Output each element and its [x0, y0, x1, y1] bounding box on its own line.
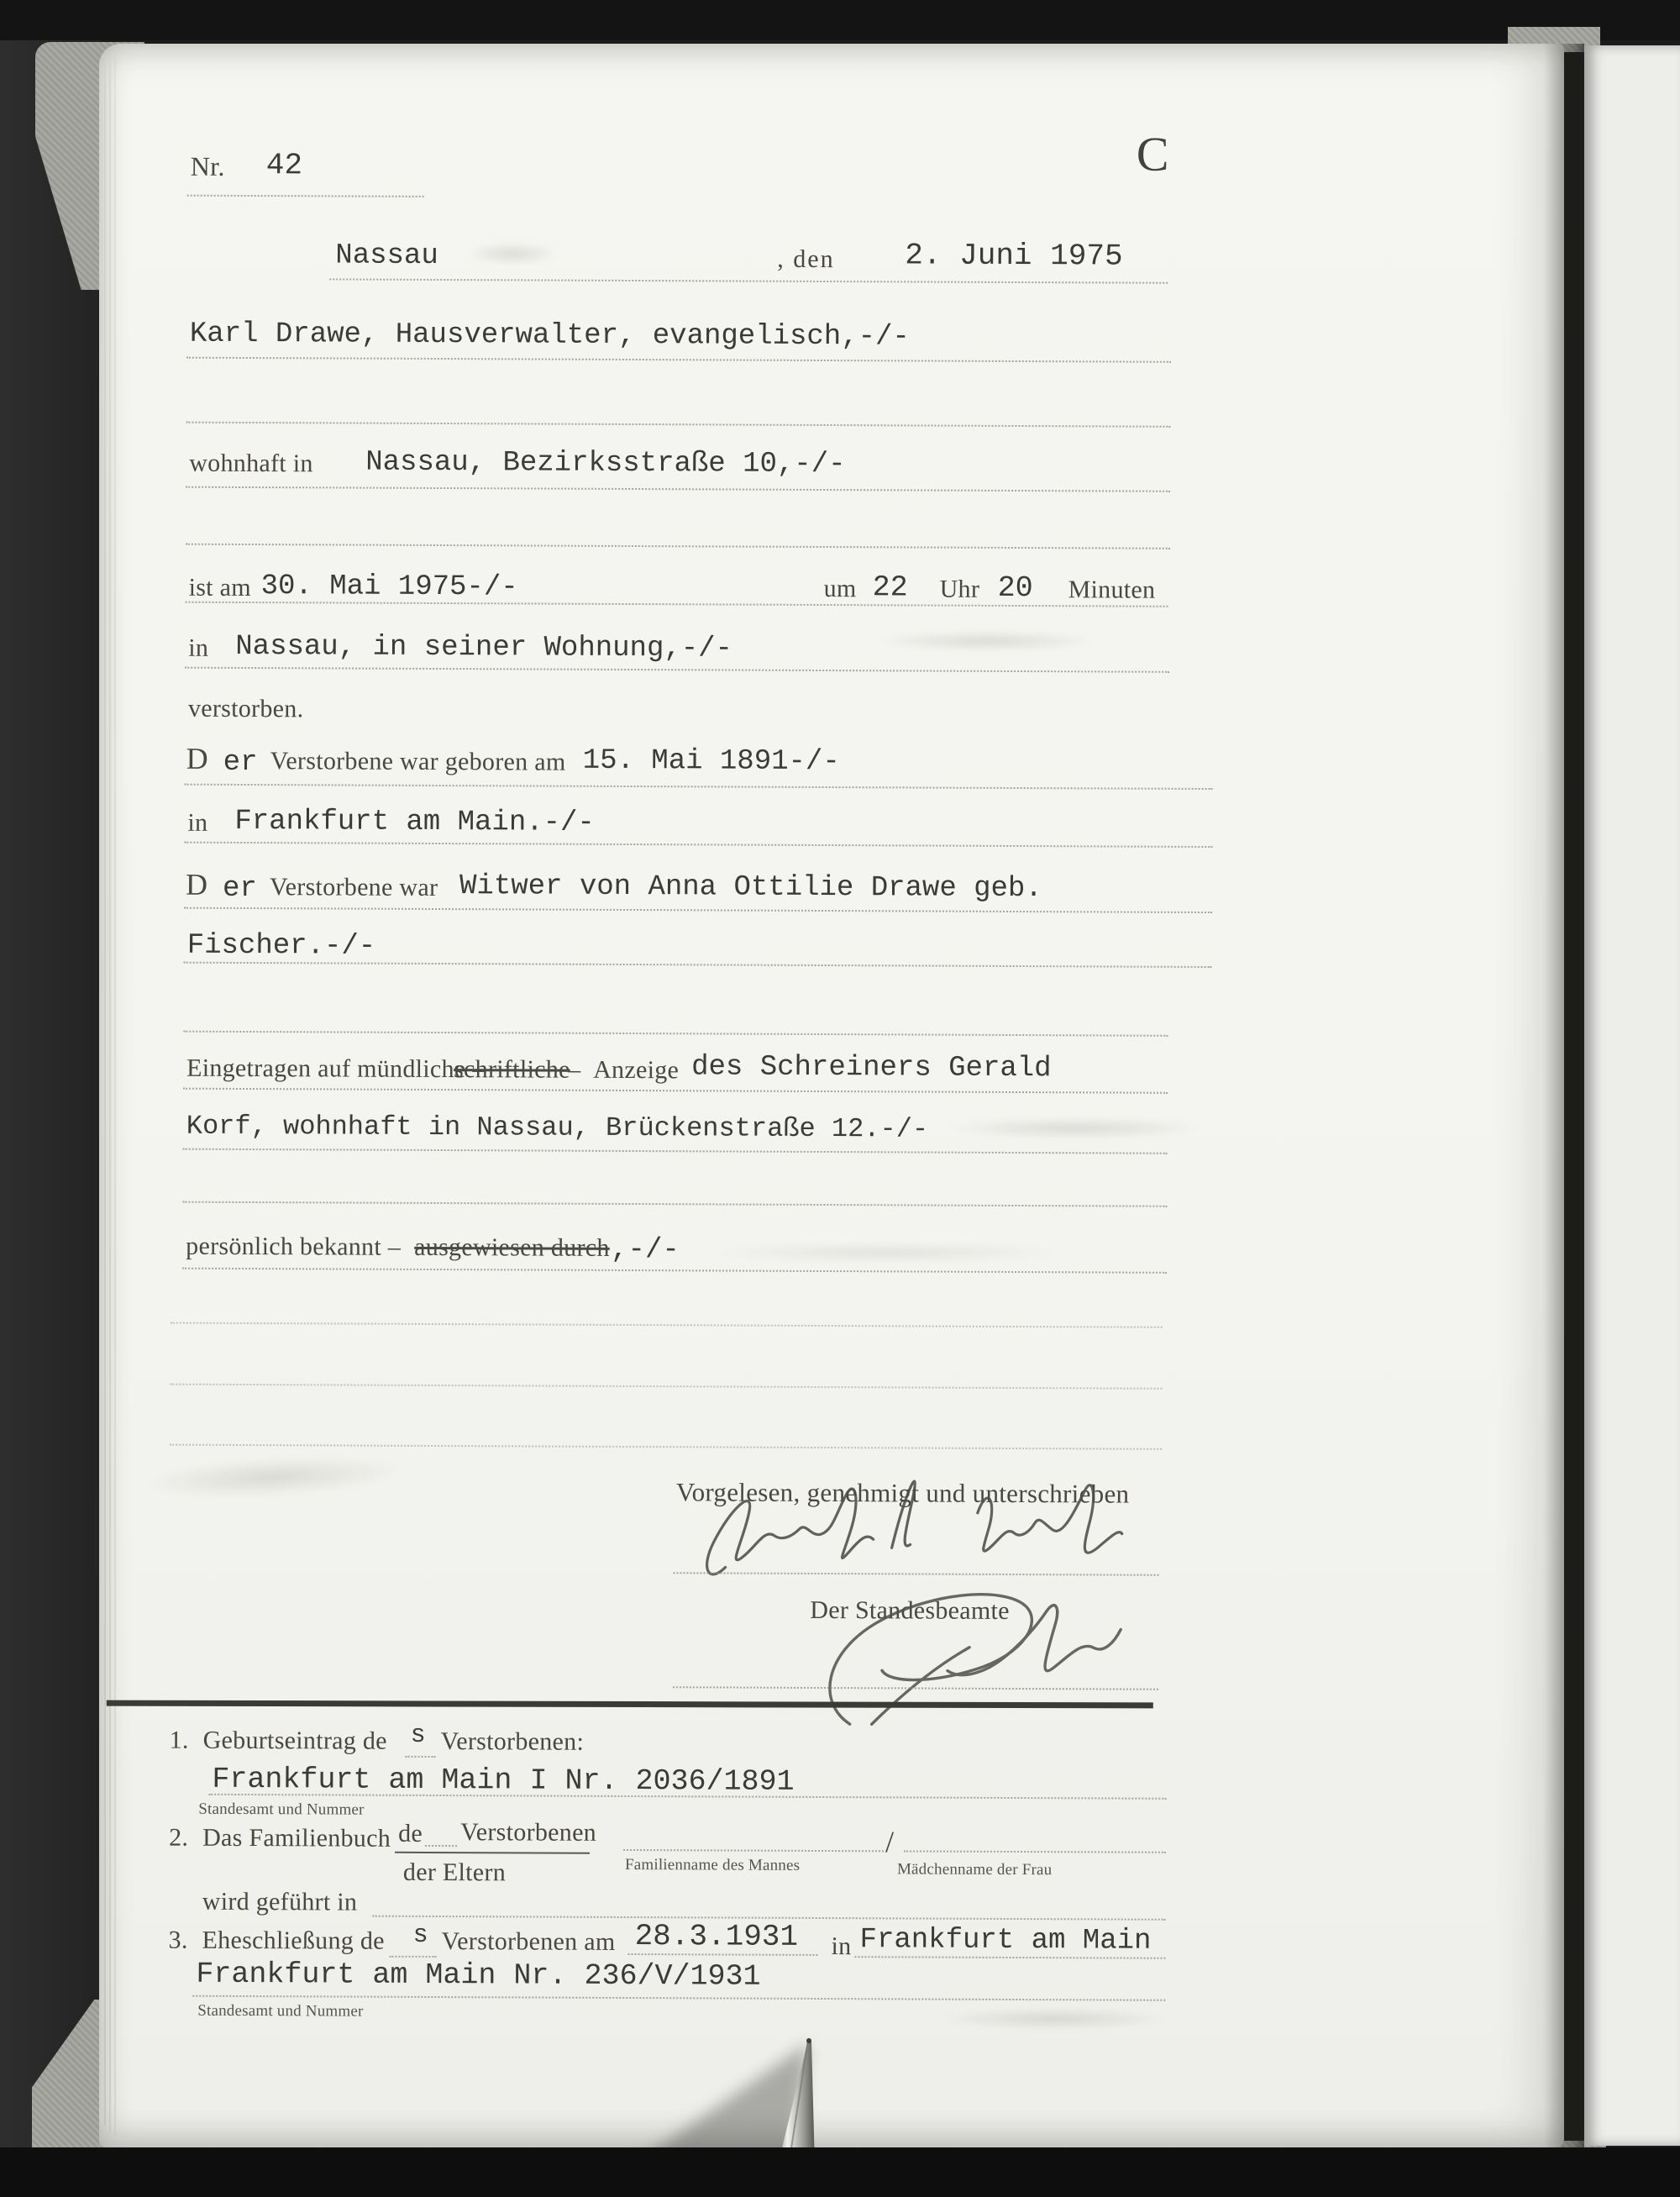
anzeige-label: Anzeige — [593, 1055, 680, 1085]
item1-label-post: Verstorbenen: — [440, 1727, 585, 1756]
died-on-label: ist am — [188, 573, 251, 602]
item1-typed-s: s — [410, 1721, 426, 1750]
deceased-name-line: Karl Drawe, Hausverwalter, evangelisch,-/- — [189, 318, 910, 354]
item2-number: 2. — [169, 1823, 189, 1852]
item3-number: 3. — [168, 1926, 188, 1954]
dotted-line — [182, 1268, 1167, 1274]
marital-d-label: D — [185, 867, 208, 901]
dotted-line — [184, 907, 1212, 913]
dotted-line — [855, 1956, 1166, 1959]
dotted-line — [406, 1756, 436, 1758]
dotted-line — [390, 1956, 437, 1958]
struck-words-ausgewiesen-durch: ausgewiesen durch — [414, 1233, 610, 1262]
registrar-label: Der Standesbeamte — [810, 1595, 1010, 1625]
item2-husband-surname-label: Familienname des Mannes — [624, 1855, 801, 1874]
dotted-line — [186, 486, 1170, 492]
birth-place-value: Frankfurt am Main.-/- — [234, 805, 595, 839]
item3-marriage-place: Frankfurt am Main — [859, 1924, 1152, 1958]
dotted-line — [183, 1031, 1168, 1037]
death-minute-value: 20 — [997, 570, 1033, 606]
item1-sublabel: Standesamt und Nummer — [198, 1800, 365, 1819]
item2-wife-maiden-name-label: Mädchenname der Frau — [896, 1860, 1053, 1879]
dotted-line — [186, 422, 1170, 428]
item3-value-line2: Frankfurt am Main Nr. 236/V/1931 — [196, 1957, 761, 1994]
item3-label-mid: Verstorbenen am — [441, 1927, 616, 1956]
item2-fraction-bottom-word: der Eltern — [402, 1858, 507, 1887]
dotted-line — [623, 1849, 884, 1852]
record-number-value: 42 — [265, 148, 303, 183]
birth-d-label: D — [186, 741, 209, 775]
item2-label: Das Familienbuch — [202, 1823, 391, 1853]
hour-label: Uhr — [939, 575, 980, 603]
informant-typed-line2: Korf, wohnhaft in Nassau, Brückenstraße 12.-/- — [186, 1110, 929, 1145]
death-place-in-label: in — [188, 633, 209, 662]
personally-known-label: persönlich bekannt – — [186, 1232, 402, 1261]
dotted-line — [182, 1201, 1167, 1207]
item2-fraction-top-de: de — [398, 1819, 423, 1847]
dotted-line — [425, 1845, 457, 1847]
dotted-line — [183, 1088, 1168, 1094]
at-label: um — [823, 574, 857, 603]
page-letter: C — [1136, 126, 1170, 181]
dotted-line — [171, 1322, 1163, 1328]
dotted-line — [185, 667, 1169, 673]
item1-value: Frankfurt am Main I Nr. 2036/1891 — [212, 1762, 795, 1799]
item3-label-pre: Eheschließung de — [202, 1926, 385, 1955]
marital-value-line2: Fischer.-/- — [186, 929, 376, 963]
marital-value-line1: Witwer von Anna Ottilie Drawe geb. — [459, 870, 1042, 906]
residence-value: Nassau, Bezirksstraße 10,-/- — [365, 446, 846, 481]
section-divider-rule — [107, 1700, 1153, 1709]
issue-date-value: 2. Juni 1975 — [905, 238, 1123, 274]
item2-fraction-top-word: Verstorbenen — [460, 1818, 597, 1847]
den-label: , den — [777, 244, 835, 274]
dotted-line — [185, 784, 1213, 790]
dotted-line — [184, 962, 1212, 968]
dotted-line — [329, 278, 1168, 283]
born-on-label: Verstorbene war geboren am — [270, 747, 566, 776]
record-number-label: Nr. — [190, 150, 225, 181]
dotted-line — [628, 1953, 818, 1956]
dotted-line — [187, 195, 424, 197]
birth-date-value: 15. Mai 1891-/- — [582, 744, 840, 779]
dotted-line — [186, 544, 1170, 549]
minutes-label: Minuten — [1068, 576, 1156, 604]
dash-glyph: – — [568, 1055, 581, 1084]
dotted-line — [186, 357, 1171, 363]
read-approved-signed-label: Vorgelesen, genehmigt und unterschrieben — [675, 1477, 1130, 1509]
item1-number: 1. — [169, 1726, 189, 1754]
deceased-label: verstorben. — [187, 694, 304, 723]
dotted-line — [192, 1995, 1165, 2001]
dotted-line — [170, 1384, 1162, 1390]
birth-place-in-label: in — [187, 808, 208, 837]
item3-sublabel: Standesamt und Nummer — [197, 2001, 364, 2021]
registered-upon-label: Eingetragen auf mündliche – — [186, 1054, 486, 1084]
dotted-line — [904, 1850, 1166, 1853]
backdrop-bottom — [0, 2147, 1680, 2197]
marital-was-label: Verstorbene war — [269, 873, 438, 901]
death-place-value: Nassau, in seiner Wohnung,-/- — [235, 630, 733, 665]
item1-label-pre: Geburtseintrag de — [202, 1726, 387, 1755]
dotted-line — [184, 842, 1212, 848]
dotted-line — [170, 1444, 1162, 1450]
fraction-bar — [395, 1852, 590, 1854]
marital-er-typed: er — [222, 872, 257, 906]
item3-marriage-date: 28.3.1931 — [634, 1919, 799, 1954]
item3-in-label: in — [831, 1932, 852, 1961]
informant-typed-line1: des Schreiners Gerald — [691, 1051, 1052, 1085]
death-hour-value: 22 — [872, 570, 908, 605]
registrar-signature — [791, 1576, 1137, 1737]
item2-kept-in-label: wird geführt in — [202, 1887, 358, 1916]
death-date-value: 30. Mai 1975-/- — [260, 570, 518, 604]
slash-glyph: / — [885, 1825, 895, 1859]
struck-word-schriftliche: schriftliche — [454, 1055, 570, 1084]
dotted-line — [183, 1148, 1168, 1154]
residence-label: wohnhaft in — [189, 449, 313, 478]
item3-typed-s: s — [412, 1921, 428, 1950]
issue-place-value: Nassau — [335, 239, 438, 272]
birth-er-typed: er — [223, 746, 258, 780]
personally-known-typed: ,-/- — [611, 1233, 680, 1267]
